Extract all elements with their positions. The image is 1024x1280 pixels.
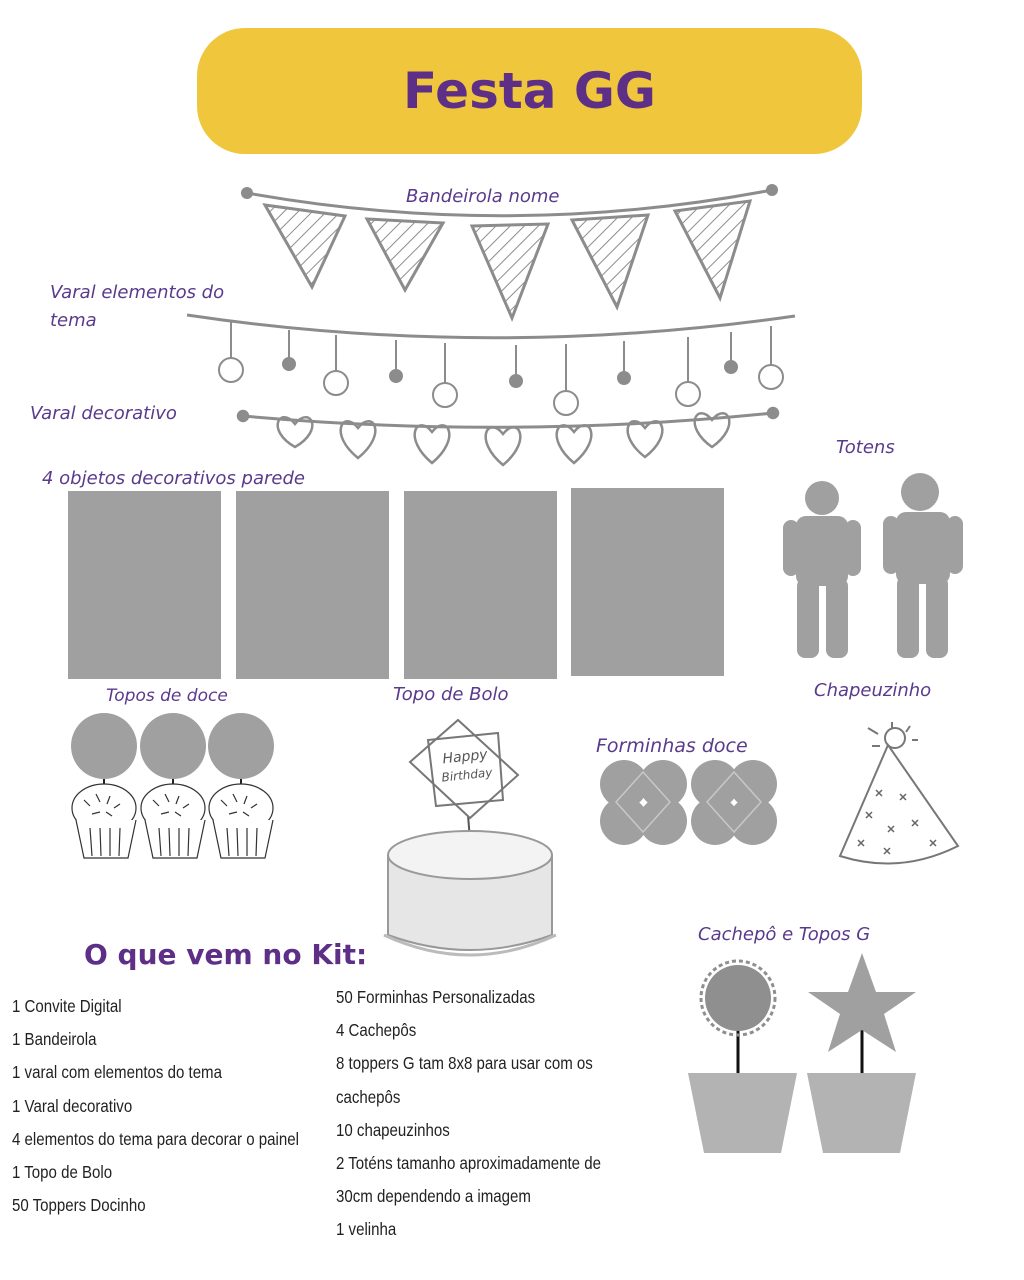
label-objetos-parede: 4 objetos decorativos parede [42, 468, 305, 489]
kit-item: cachepôs [336, 1086, 401, 1107]
label-totens: Totens [836, 437, 895, 458]
bunting-illustration [241, 184, 778, 318]
party-hat-illustration [840, 722, 958, 864]
label-varal-elementos-line1: Varal elementos do [50, 282, 225, 303]
kit-item: 50 Toppers Docinho [12, 1195, 146, 1216]
kit-list-col2 [336, 981, 644, 1247]
kit-item: 1 Bandeirola [12, 1029, 97, 1050]
kit-title: O que vem no Kit: [84, 938, 368, 971]
cake-topper-line1: Happy [441, 746, 489, 768]
label-varal-elementos-line2: tema [50, 310, 97, 331]
kit-item: 1 velinha [336, 1219, 397, 1240]
kit-item: 4 elementos do tema para decorar o painel [12, 1128, 299, 1149]
heart-garland-illustration [238, 408, 778, 465]
label-bandeirola: Bandeirola nome [406, 186, 560, 207]
kit-item: 30cm dependendo a imagem [336, 1186, 531, 1207]
cake-topper-text [434, 745, 497, 787]
kit-item: 1 Varal decorativo [12, 1095, 133, 1116]
kit-item: 1 Convite Digital [12, 996, 122, 1016]
cachepo-illustration [688, 953, 916, 1153]
candy-toppers [71, 713, 274, 858]
label-topo-bolo: Topo de Bolo [393, 684, 509, 705]
label-varal-decorativo: Varal decorativo [30, 403, 177, 424]
kit-item: 8 toppers G tam 8x8 para usar com os [336, 1053, 593, 1074]
totem-figures [783, 473, 963, 658]
kit-item: 10 chapeuzinhos [336, 1119, 450, 1140]
label-forminhas: Forminhas doce [596, 735, 748, 757]
theme-garland-illustration [187, 315, 795, 415]
candy-cups-illustration [600, 760, 777, 845]
label-cachepo: Cachepô e Topos G [698, 924, 871, 945]
cake-topper-line2: Birthday [440, 765, 493, 785]
label-chapeuzinho: Chapeuzinho [814, 680, 932, 701]
kit-item: 4 Cachepôs [336, 1020, 417, 1041]
page-title: Festa GG [403, 62, 656, 120]
wall-panels [68, 488, 724, 679]
kit-item: 1 Topo de Bolo [12, 1161, 113, 1182]
kit-item: 2 Toténs tamanho aproximadamente de [336, 1152, 601, 1173]
label-topos-doce: Topos de doce [106, 686, 228, 706]
kit-item: 1 varal com elementos do tema [12, 1062, 222, 1083]
kit-list-col1 [12, 990, 346, 1222]
kit-item: 50 Forminhas Personalizadas [336, 987, 536, 1007]
